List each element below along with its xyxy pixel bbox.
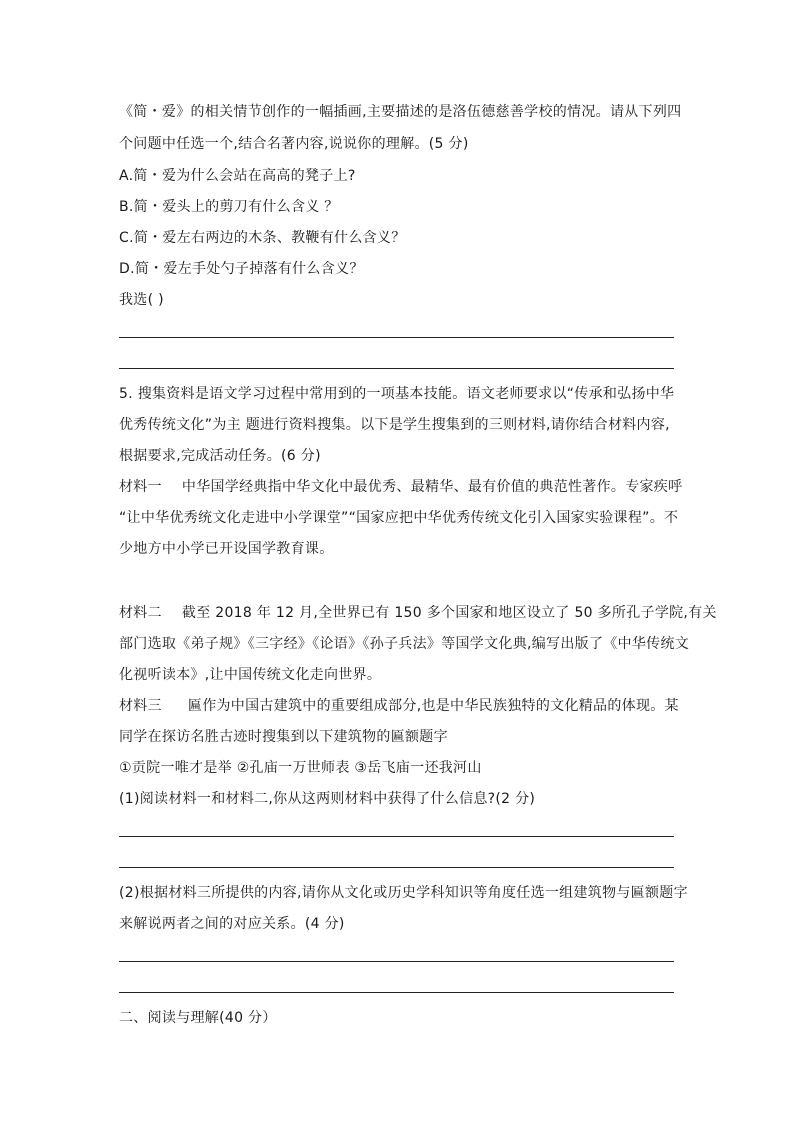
q4-line-2: 个问题中任选一个,结合名著内容,说说你的理解。(5 分) xyxy=(119,136,469,152)
answer-line xyxy=(119,992,674,993)
q4-option-d: D.简・爱左手处勺子掉落有什么含义？ xyxy=(119,261,364,277)
material-1-label: 材料一 xyxy=(119,479,162,495)
q5-intro-3: 根据要求,完成活动任务。(6 分) xyxy=(119,448,321,464)
material-3-line-1 xyxy=(119,696,679,716)
material-3-line-2: 同学在探访名胜古迹时搜集到以下建筑物的匾额题字 xyxy=(119,729,448,745)
material-3-text: 匾作为中国古建筑中的重要组成部分,也是中华民族独特的文化精品的体现。某 xyxy=(187,698,679,714)
material-1-text: 中华国学经典指中华文化中最优秀、最精华、最有价值的典范性著作。专家疾呼 xyxy=(181,479,683,495)
q4-choice: 我选( ) xyxy=(119,292,164,308)
answer-line xyxy=(119,368,674,369)
q4-option-a: A.简・爱为什么会站在高高的凳子上? xyxy=(119,168,356,184)
sub-question-2-line-2: 来解说两者之间的对应关系。(4 分) xyxy=(119,916,345,932)
sub-question-1: (1)阅读材料一和材料二,你从这两则材料中获得了什么信息?(2 分) xyxy=(119,791,536,807)
material-2-label: 材料二 xyxy=(119,605,162,621)
material-2-line-1 xyxy=(119,603,717,623)
q5-intro-1: 5. 搜集资料是语文学习过程中常用到的一项基本技能。语文老师要求以“传承和弘扬中华 xyxy=(119,386,675,402)
material-1-line-1 xyxy=(119,477,683,497)
answer-line xyxy=(119,836,674,837)
material-2-line-2: 部门选取《弟子规》《三字经》《论语》《孙子兵法》等国学文化典,编写出版了《中华传统文 xyxy=(119,636,690,652)
material-2-text: 截至 2018 年 12 月,全世界已有 150 多个国家和地区设立了 50 多所孔子学院,有关 xyxy=(181,605,717,621)
q4-line-1: 《简・爱》的相关情节创作的一幅插画,主要描述的是洛伍德慈善学校的情况。请从下列四 xyxy=(119,104,682,120)
material-2-line-3: 化视听读本》,让中国传统文化走向世界。 xyxy=(119,667,382,683)
sub-question-2-line-1: (2)根据材料三所提供的内容,请你从文化或历史学科知识等角度任选一组建筑物与匾额题字 xyxy=(119,885,688,901)
plaque-list: ①贡院一唯才是举 ②孔庙一万世师表 ③岳飞庙一还我河山 xyxy=(119,760,482,776)
material-1-line-3: 少地方中小学已开设国学教育课。 xyxy=(119,541,334,557)
q4-option-b: B.简・爱头上的剪刀有什么含义 ？ xyxy=(119,199,339,215)
material-3-label: 材料三 xyxy=(119,698,162,714)
answer-line xyxy=(119,867,674,868)
answer-line xyxy=(119,337,674,338)
section-heading: 二、阅读与理解(40 分） xyxy=(119,1010,277,1026)
material-1-line-2: “让中华优秀统文化走进中小学课堂”“国家应把中华优秀传统文化引入国家实验课程”。不 xyxy=(119,510,679,526)
q4-option-c: C.简・爱左右两边的木条、教鞭有什么含义？ xyxy=(119,230,406,246)
q5-intro-2: 优秀传统文化”为主 题进行资料搜集。以下是学生搜集到的三则材料,请你结合材料内容, xyxy=(119,417,670,433)
answer-line xyxy=(119,961,674,962)
